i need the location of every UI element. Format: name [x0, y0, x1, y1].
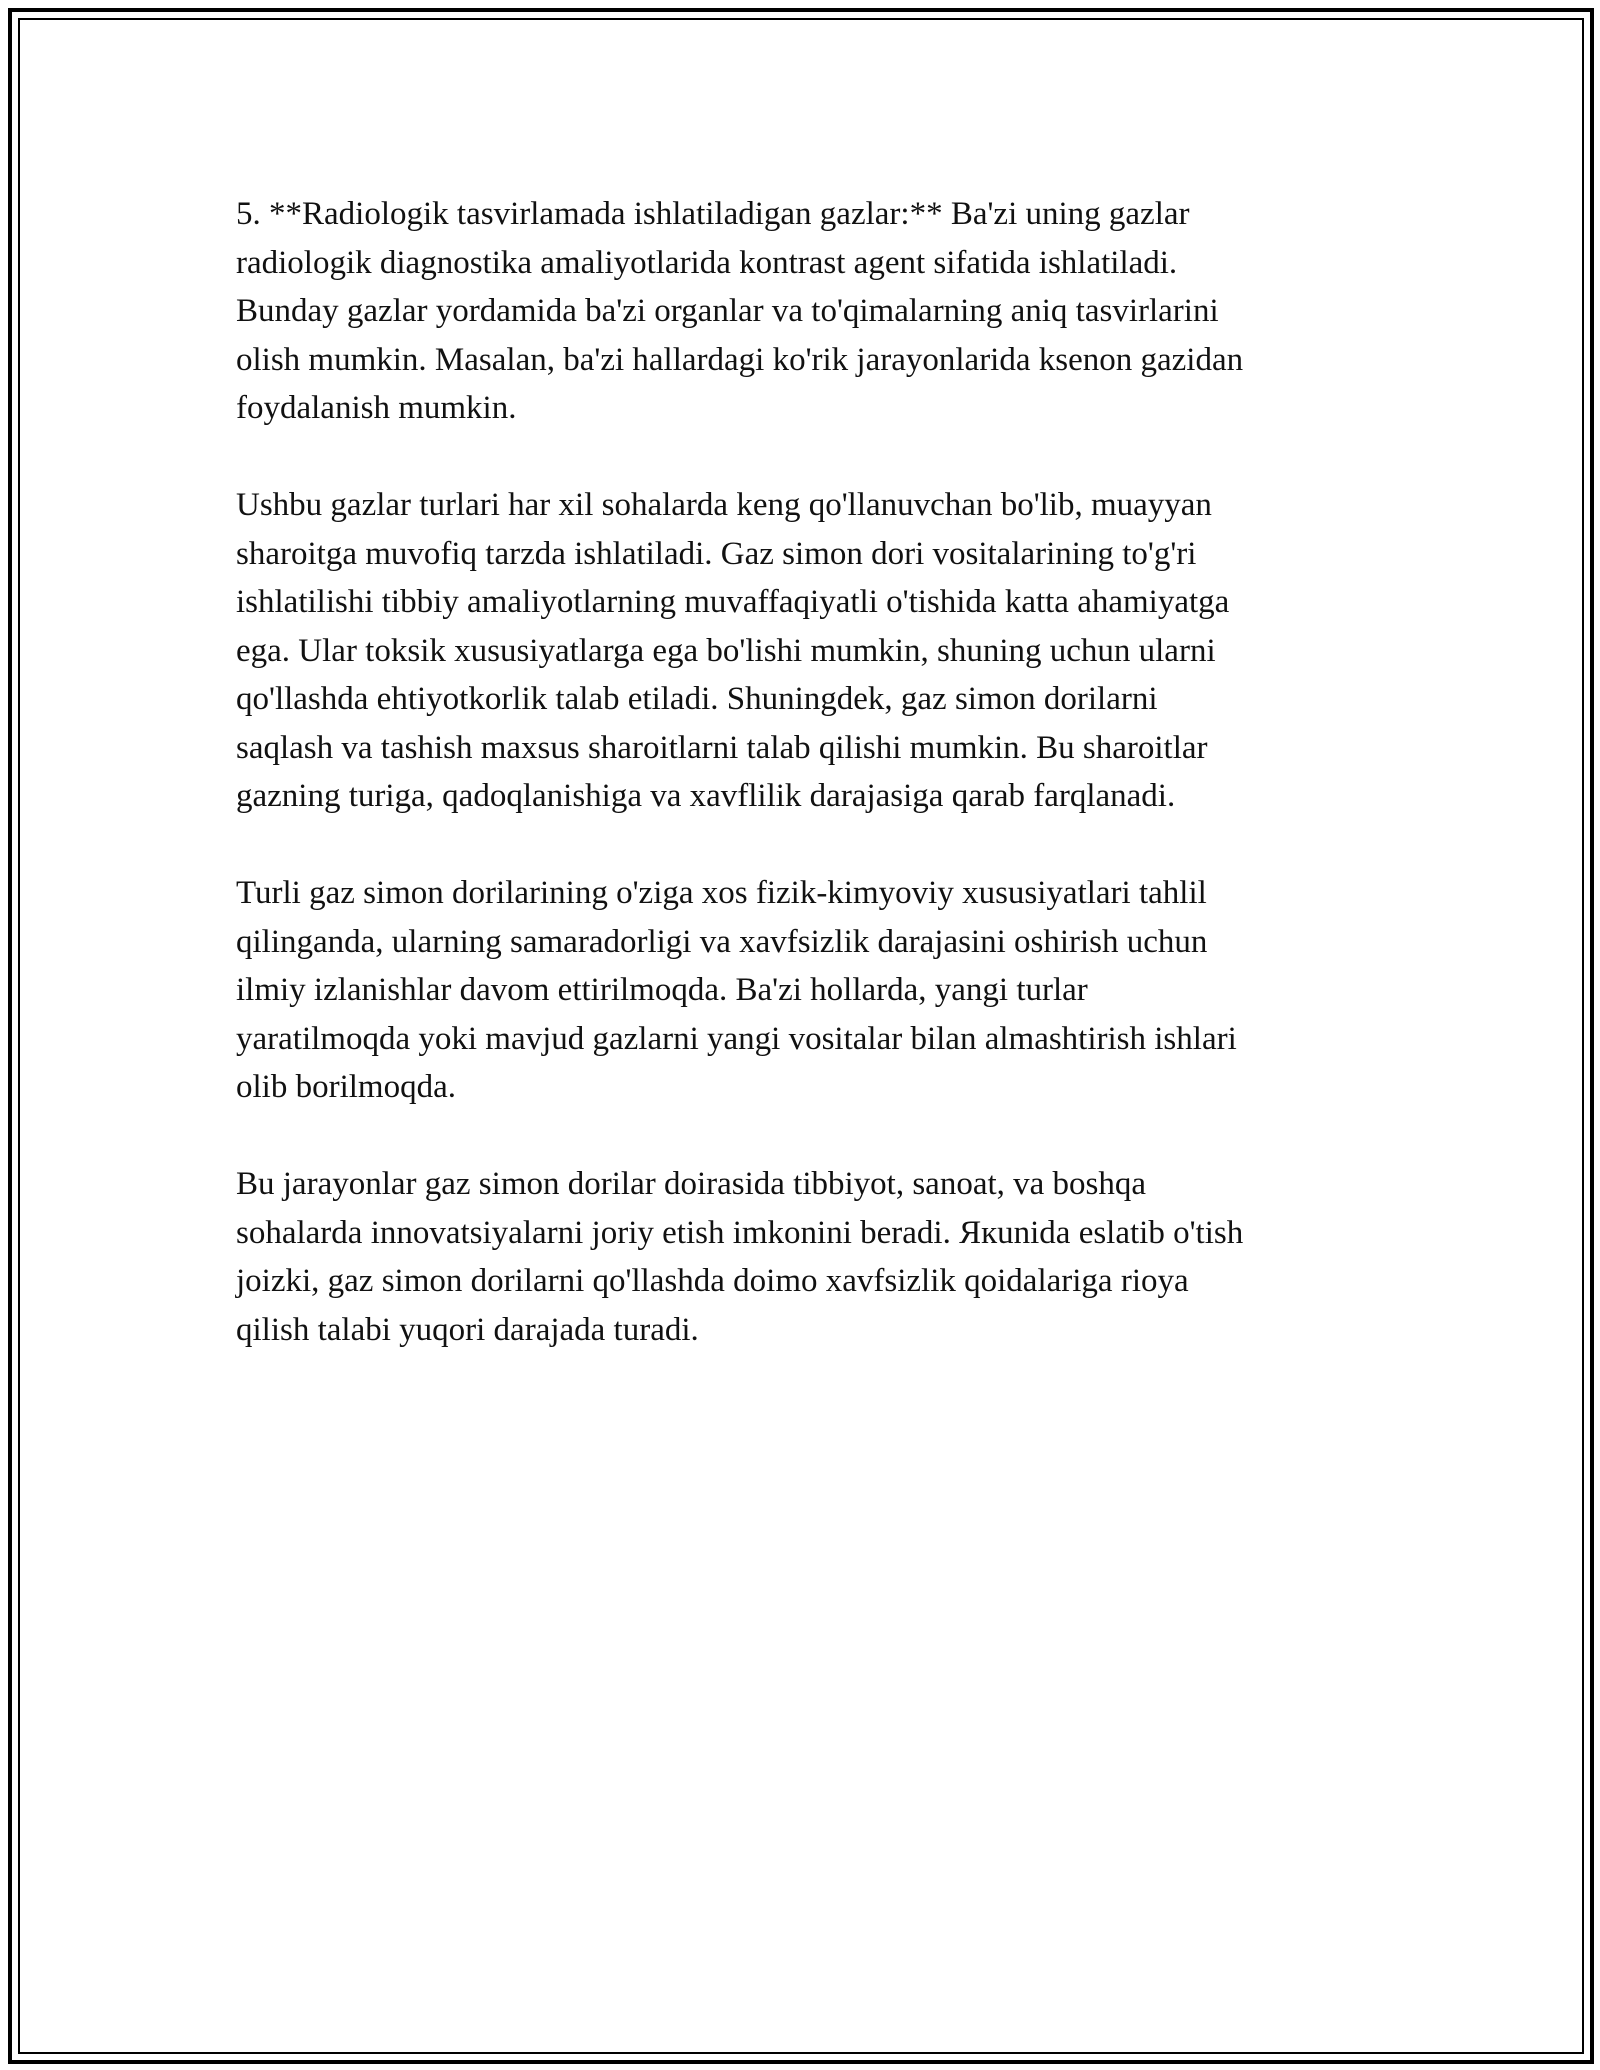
- paragraph-gas-types-usage: Ushbu gazlar turlari har xil sohalarda keng qo'llanuvchan bo'lib, muayyan sharoitga muvofiq tarzda ishlatiladi. Gaz simon dori vositalarining to'g'ri ishlatilishi tibbiy amaliyotlarning muvaffaqiyatli o'tishida katta ahamiyatga ega. Ular toksik xususiyatlarga ega bo'lishi mumkin, shuning uchun ularni qo'llashda ehtiyotkorlik talab etiladi. Shuningdek, gaz simon dorilarni saqlash va tashish maxsus sharoitlarni talab qilishi mumkin. Bu sharoitlar gazning turiga, qadoqlanishiga va xavflilik darajasiga qarab farqlanadi.: [236, 487, 1230, 814]
- paragraph-conclusion: Bu jarayonlar gaz simon dorilar doirasida tibbiyot, sanoat, va boshqa sohalarda innovatsiyalarni joriy etish imkonini beradi. Якunida eslatib o'tish joizki, gaz simon dorilarni qo'llashda doimo xavfsizlik qoidalariga rioya qilish talabi yuqori darajada turadi.: [236, 1166, 1244, 1348]
- document-body: [236, 190, 1366, 1403]
- paragraph-research: Turli gaz simon dorilarining o'ziga xos fizik-kimyoviy xususiyatlari tahlil qilinganda, ularning samaradorligi va xavfsizlik darajasini oshirish uchun ilmiy izlanishlar davom ettirilmoqda. Ba'zi hollarda, yangi turlar yaratilmoqda yoki mavjud gazlarni yangi vositalar bilan almashtirish ishlari olib borilmoqda.: [236, 875, 1237, 1105]
- paragraph-radiologic-gases: 5. **Radiologik tasvirlamada ishlatiladigan gazlar:** Ba'zi uning gazlar radiologik diagnostika amaliyotlarida kontrast agent sifatida ishlatiladi. Bunday gazlar yordamida ba'zi organlar va to'qimalarning aniq tasvirlarini olish mumkin. Masalan, ba'zi hallardagi ko'rik jarayonlarida ksenon gazidan foydalanish mumkin.: [236, 196, 1244, 426]
